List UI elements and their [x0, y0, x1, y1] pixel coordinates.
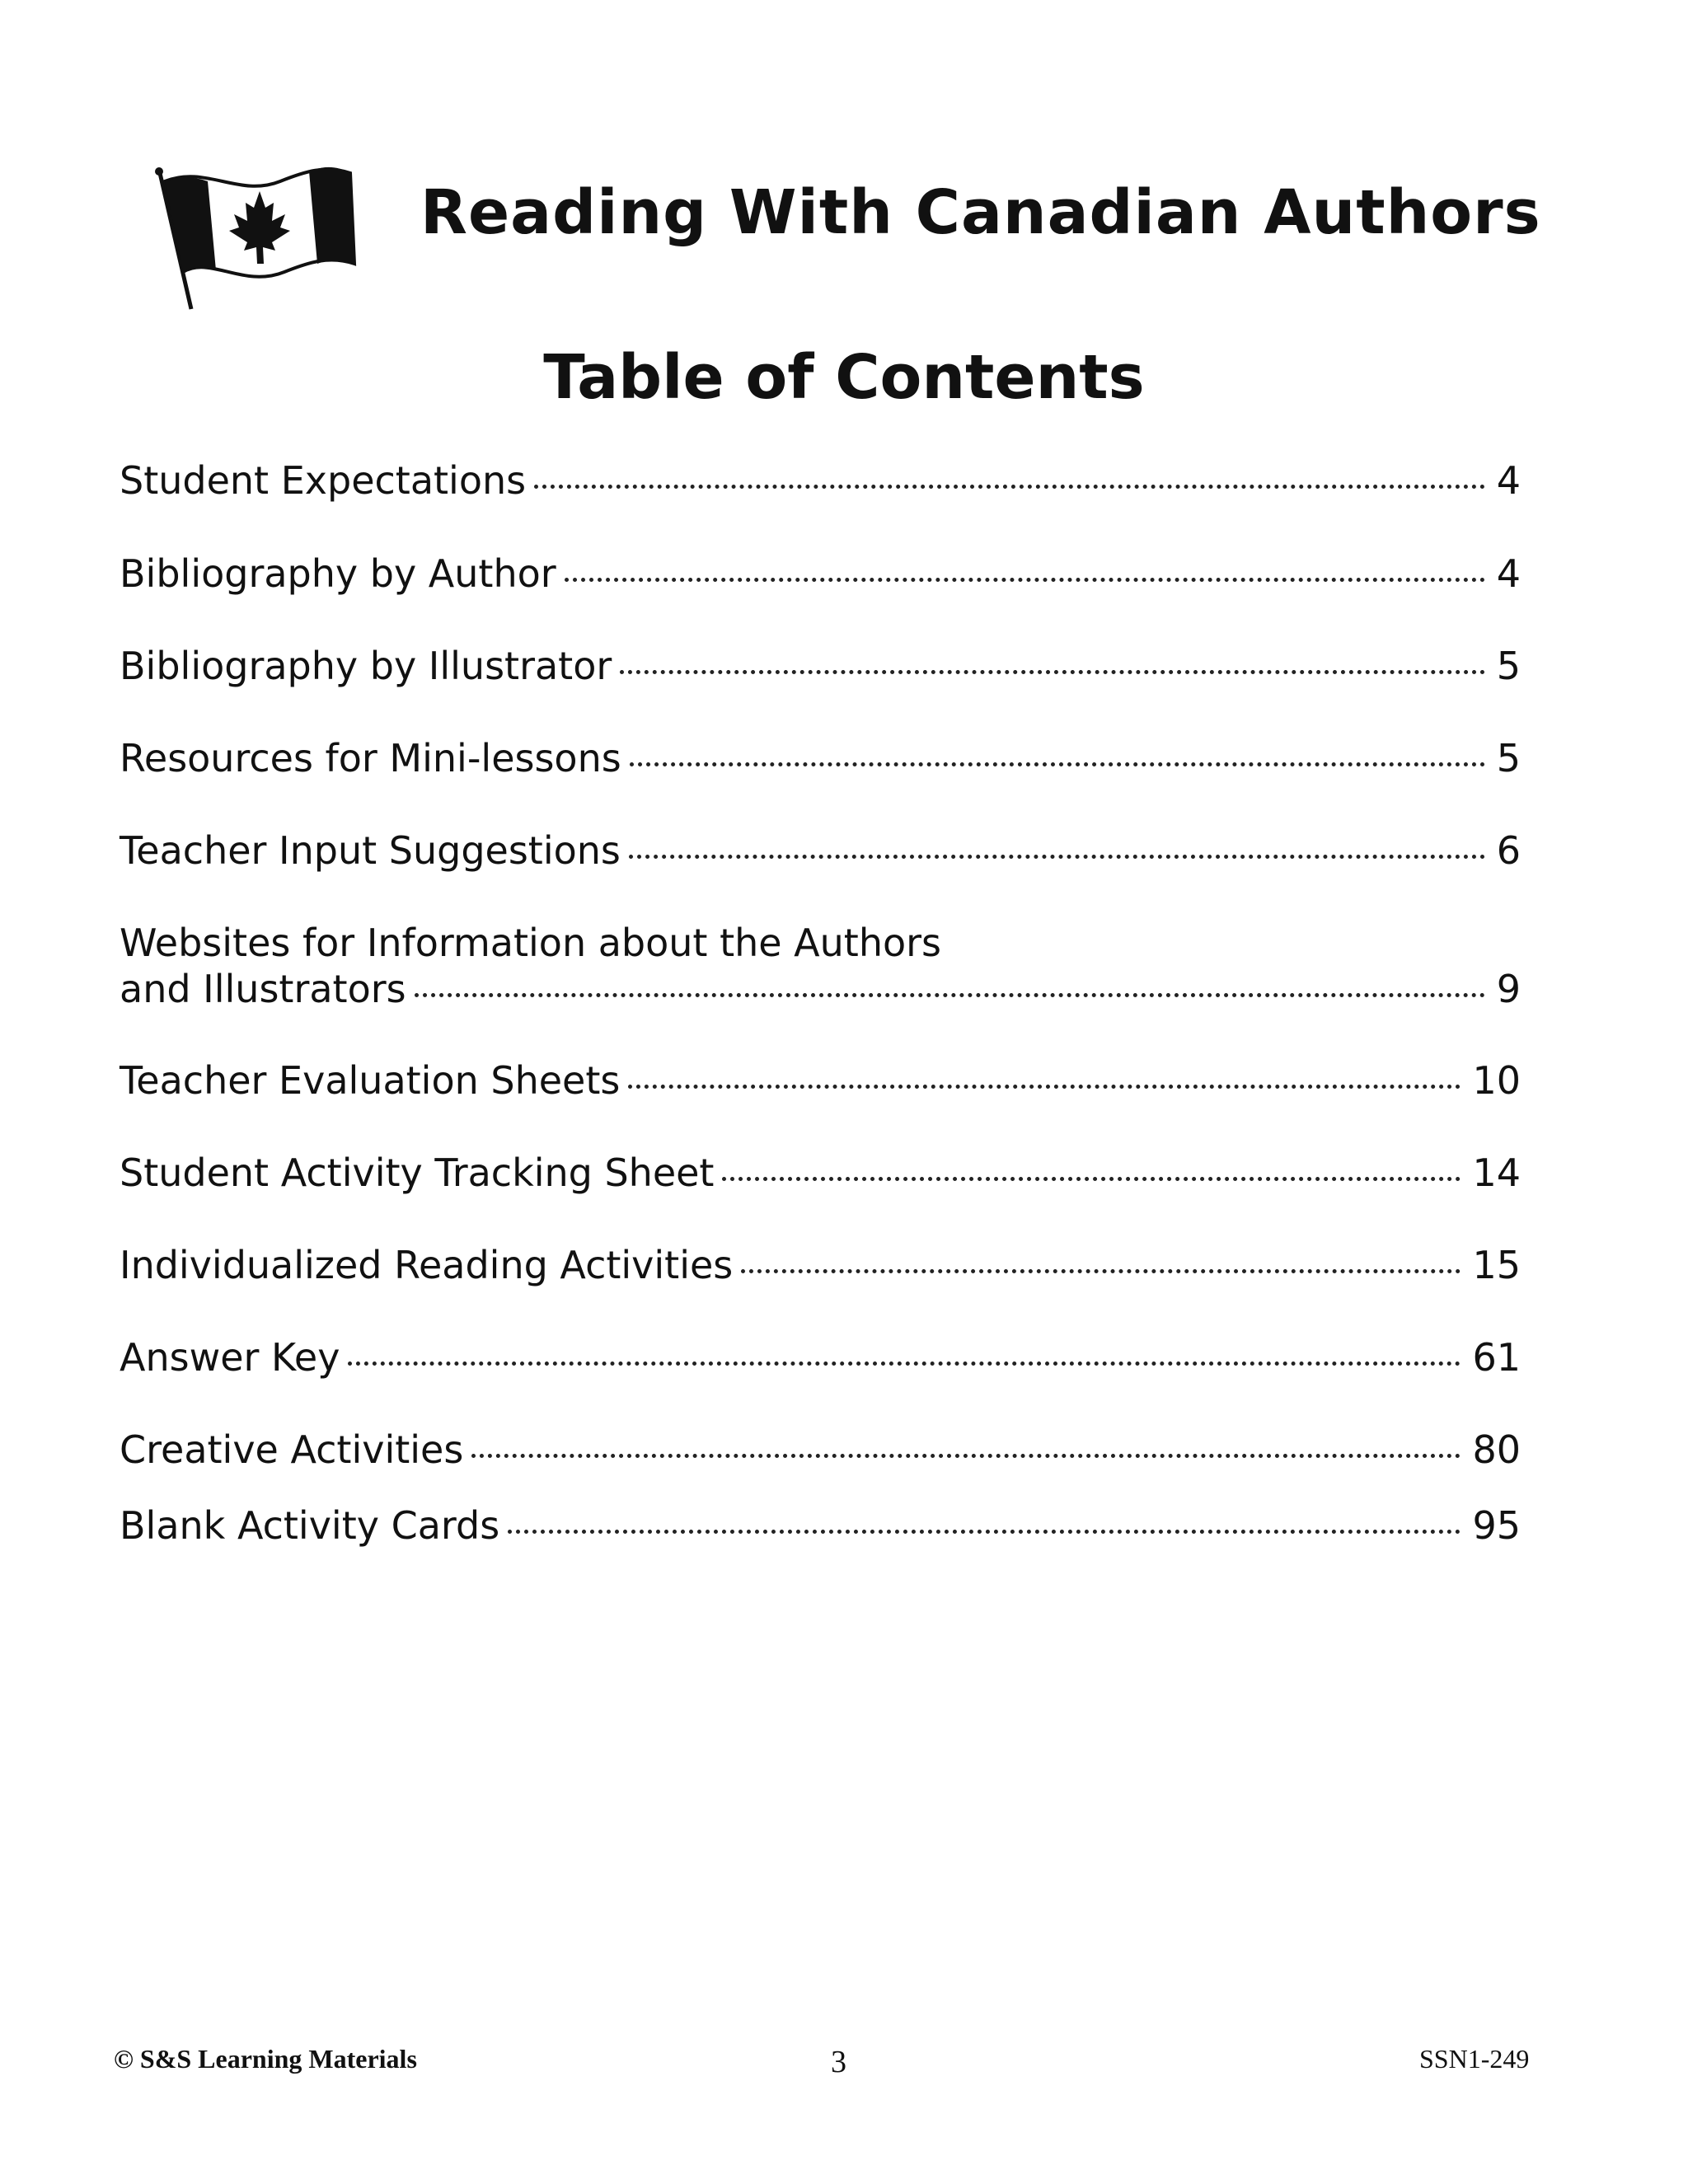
toc-item-label: and Illustrators	[120, 967, 406, 1011]
toc-item-label: Creative Activities	[120, 1427, 464, 1472]
toc-item-label: Teacher Evaluation Sheets	[120, 1058, 621, 1103]
document-title: Reading With Canadian Authors	[420, 177, 1541, 248]
toc-item-teacher-input[interactable]	[120, 827, 1521, 874]
dot-leader	[348, 1361, 1461, 1366]
toc-item-page: 95	[1472, 1503, 1521, 1548]
toc-item-page: 9	[1496, 967, 1521, 1011]
footer-copyright: © S&S Learning Materials	[114, 2044, 417, 2074]
toc-item-individualized-reading[interactable]	[120, 1242, 1521, 1288]
toc-item-label: Resources for Mini-lessons	[120, 736, 621, 780]
dot-leader	[629, 855, 1485, 859]
toc-item-page: 61	[1472, 1335, 1521, 1380]
toc-item-page: 5	[1496, 644, 1521, 688]
dot-leader	[534, 485, 1485, 489]
toc-item-label: Student Activity Tracking Sheet	[120, 1151, 715, 1195]
toc-item-label: Individualized Reading Activities	[120, 1243, 734, 1287]
toc-item-page: 15	[1472, 1243, 1521, 1287]
toc-item-answer-key[interactable]	[120, 1334, 1521, 1380]
toc-item-label: Teacher Input Suggestions	[120, 828, 621, 873]
toc-item-page: 4	[1496, 458, 1521, 503]
toc-item-label: Student Expectations	[120, 458, 527, 503]
toc-item-label-line1: Websites for Information about the Authors	[120, 921, 942, 965]
footer-page-number: 3	[831, 2045, 846, 2079]
toc-item-student-expectations[interactable]	[120, 457, 1521, 504]
dot-leader	[630, 762, 1485, 766]
toc-item-page: 4	[1496, 551, 1521, 596]
dot-leader	[471, 1454, 1461, 1458]
dot-leader	[565, 578, 1485, 582]
canada-flag-icon	[148, 140, 363, 321]
dot-leader	[415, 993, 1485, 997]
toc-item-page: 5	[1496, 736, 1521, 780]
toc-item-creative-activities[interactable]	[120, 1427, 1521, 1473]
toc-item-blank-activity-cards[interactable]	[120, 1502, 1521, 1549]
toc-item-page: 14	[1472, 1151, 1521, 1195]
toc-item-bibliography-illustrator[interactable]	[120, 643, 1521, 689]
dot-leader	[722, 1177, 1461, 1181]
toc-item-student-tracking[interactable]	[120, 1150, 1521, 1196]
dot-leader	[508, 1530, 1461, 1534]
toc-item-label: Blank Activity Cards	[120, 1503, 500, 1548]
dot-leader	[741, 1269, 1461, 1273]
footer-code: SSN1-249	[1419, 2044, 1530, 2074]
toc-item-label: Answer Key	[120, 1335, 340, 1380]
toc-item-page: 80	[1472, 1427, 1521, 1472]
toc-item-page: 10	[1472, 1058, 1521, 1103]
toc-item-page: 6	[1496, 828, 1521, 873]
toc-item-resources-mini-lessons[interactable]	[120, 735, 1521, 781]
toc-heading: Table of Contents	[543, 342, 1145, 413]
toc-item-bibliography-author[interactable]	[120, 551, 1521, 597]
toc-item-teacher-evaluation[interactable]	[120, 1057, 1521, 1104]
dot-leader	[620, 670, 1484, 674]
toc-item-label: Bibliography by Author	[120, 551, 556, 596]
toc-item-websites[interactable]	[120, 920, 1521, 1012]
dot-leader	[628, 1085, 1461, 1089]
toc-item-label: Bibliography by Illustrator	[120, 644, 612, 688]
